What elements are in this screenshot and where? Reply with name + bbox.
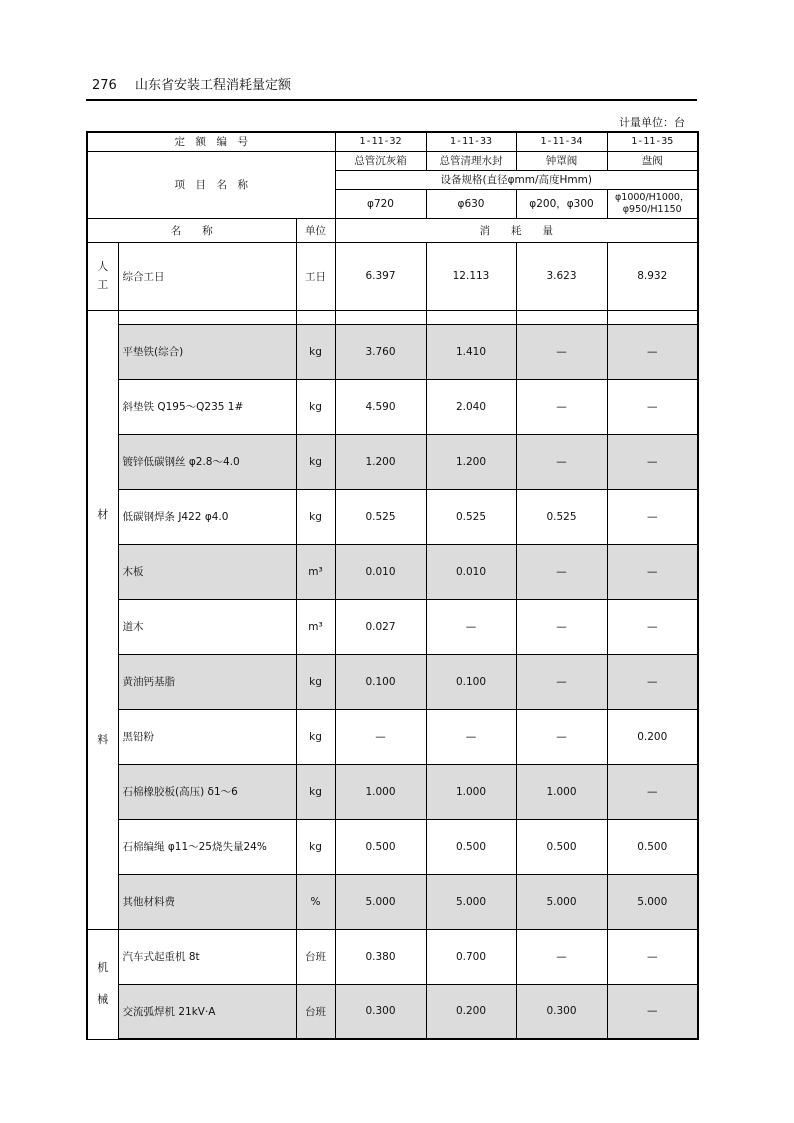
col-code: 1-11-35 [607, 132, 698, 151]
row-value: — [516, 544, 607, 599]
row-value: 1.000 [426, 764, 516, 819]
row-value: — [516, 379, 607, 434]
row-value: 0.500 [607, 819, 698, 874]
row-value: 8.932 [607, 242, 698, 310]
row-value: 5.000 [607, 874, 698, 929]
row-unit: kg [296, 489, 335, 544]
col-name: 总管清理水封 [426, 151, 516, 170]
row-unit: 工日 [296, 242, 335, 310]
group-label-labor [87, 242, 118, 310]
row-name: 石棉编绳 φ11～25烧失量24% [118, 819, 296, 874]
row-value: 0.200 [426, 984, 516, 1039]
row-value: 0.300 [516, 984, 607, 1039]
row-value: 0.500 [335, 819, 426, 874]
row-unit: kg [296, 764, 335, 819]
row-value: — [516, 654, 607, 709]
row-name: 镀锌低碳钢丝 φ2.8～4.0 [118, 434, 296, 489]
row-value: 0.525 [516, 489, 607, 544]
col-unit-header: 单位 [296, 218, 335, 242]
row-value: — [607, 654, 698, 709]
row-value: 1.200 [335, 434, 426, 489]
row-unit: kg [296, 324, 335, 379]
row-value: 3.623 [516, 242, 607, 310]
row-value: 5.000 [516, 874, 607, 929]
row-unit: m³ [296, 599, 335, 654]
row-value: 1.000 [516, 764, 607, 819]
row-name: 平垫铁(综合) [118, 324, 296, 379]
col-code: 1-11-32 [335, 132, 426, 151]
col-name: 盘阀 [607, 151, 698, 170]
col-name-header: 名 称 [87, 218, 296, 242]
row-value: — [607, 379, 698, 434]
group-label-material [87, 310, 118, 929]
row-unit: kg [296, 379, 335, 434]
row-value: — [607, 599, 698, 654]
row-value: 5.000 [426, 874, 516, 929]
row-value: — [335, 709, 426, 764]
row-value: 3.760 [335, 324, 426, 379]
row-value: — [516, 709, 607, 764]
unit-label: 计量单位：台 [619, 116, 685, 129]
row-name: 黑铅粉 [118, 709, 296, 764]
page-header [92, 74, 291, 93]
row-value: 0.010 [426, 544, 516, 599]
row-value: 0.100 [335, 654, 426, 709]
row-value: — [516, 434, 607, 489]
row-value: 1.200 [426, 434, 516, 489]
row-unit: % [296, 874, 335, 929]
col-spec: φ200，φ300 [516, 189, 607, 218]
row-name: 综合工日 [118, 242, 296, 310]
header-rule [86, 99, 697, 101]
row-value: 1.000 [335, 764, 426, 819]
row-value: — [607, 984, 698, 1039]
group-label-char: 材 [97, 507, 109, 521]
row-unit: kg [296, 709, 335, 764]
row-unit: kg [296, 434, 335, 489]
row-value: — [516, 929, 607, 984]
row-value: — [607, 764, 698, 819]
col-spec-line: φ950/H1150 [622, 203, 682, 215]
row-name: 道木 [118, 599, 296, 654]
col-spec: φ720 [335, 189, 426, 218]
col-code: 1-11-34 [516, 132, 607, 151]
group-label-char: 人 [97, 260, 109, 273]
row-name: 木板 [118, 544, 296, 599]
row-value: 0.500 [426, 819, 516, 874]
page-number: 276 [92, 78, 117, 93]
row-name: 其他材料费 [118, 874, 296, 929]
col-spec-line: φ1000/H1000， [615, 191, 690, 203]
row-value: — [607, 544, 698, 599]
row-value: 5.000 [335, 874, 426, 929]
group-label-char: 机 [97, 961, 109, 974]
group-label-machine [87, 929, 118, 1039]
row-value: — [607, 929, 698, 984]
col-code: 1-11-33 [426, 132, 516, 151]
row-value: 4.590 [335, 379, 426, 434]
col-name: 总管沉灰箱 [335, 151, 426, 170]
row-value: — [426, 599, 516, 654]
group-label-char: 械 [97, 993, 109, 1006]
spec-label: 设备规格(直径φmm/高度Hmm) [335, 170, 698, 189]
row-value: 1.410 [426, 324, 516, 379]
row-value: 0.027 [335, 599, 426, 654]
row-name: 汽车式起重机 8t [118, 929, 296, 984]
row-name: 交流弧焊机 21kV·A [118, 984, 296, 1039]
row-value: — [516, 324, 607, 379]
row-value: 0.010 [335, 544, 426, 599]
row-value: — [516, 599, 607, 654]
row-value: 0.100 [426, 654, 516, 709]
row-value: — [607, 324, 698, 379]
row-value: — [426, 709, 516, 764]
row-value: 6.397 [335, 242, 426, 310]
row-value: 0.200 [607, 709, 698, 764]
col-consumption-header: 消 耗 量 [335, 218, 698, 242]
row-name: 黄油钙基脂 [118, 654, 296, 709]
col-spec: φ630 [426, 189, 516, 218]
row-name: 低碳钢焊条 J422 φ4.0 [118, 489, 296, 544]
row-value: 12.113 [426, 242, 516, 310]
row-unit: kg [296, 819, 335, 874]
group-label-char: 料 [97, 732, 109, 746]
row-unit: m³ [296, 544, 335, 599]
row-value: 0.525 [335, 489, 426, 544]
row-value: — [607, 489, 698, 544]
row-value: 2.040 [426, 379, 516, 434]
quota-no-label: 定 额 编 号 [87, 132, 335, 151]
row-value: 0.700 [426, 929, 516, 984]
row-unit: 台班 [296, 929, 335, 984]
col-spec [607, 189, 698, 218]
row-unit: kg [296, 654, 335, 709]
col-name: 钟罩阀 [516, 151, 607, 170]
group-label-char: 工 [97, 278, 109, 291]
item-name-label: 项 目 名 称 [87, 151, 335, 218]
row-name: 石棉橡胶板(高压) δ1～6 [118, 764, 296, 819]
row-unit: 台班 [296, 984, 335, 1039]
quota-table [86, 131, 699, 1040]
row-value: 0.500 [516, 819, 607, 874]
row-value: 0.380 [335, 929, 426, 984]
book-title: 山东省安装工程消耗量定额 [134, 78, 291, 93]
row-value: 0.525 [426, 489, 516, 544]
row-value: — [607, 434, 698, 489]
row-value: 0.300 [335, 984, 426, 1039]
row-name: 斜垫铁 Q195～Q235 1# [118, 379, 296, 434]
